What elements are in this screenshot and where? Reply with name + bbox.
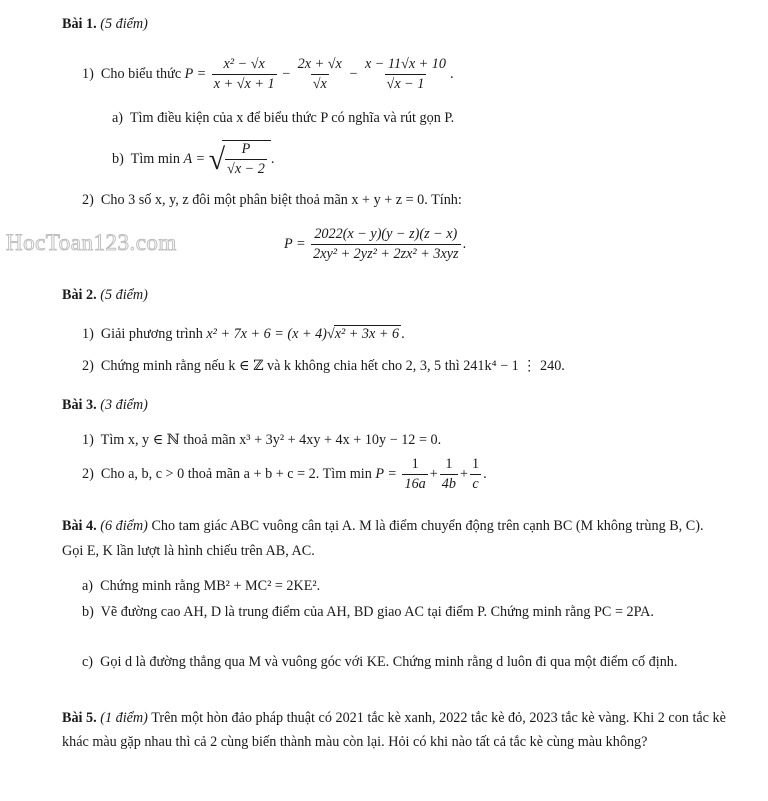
item-text: Cho 3 số x, y, z đôi một phân biệt thoả mãn x + y + z = 0. Tính: xyxy=(100,192,462,208)
item-number: 1) xyxy=(82,326,94,342)
fraction-term-2: $\frac{1}{4b}$ xyxy=(441,456,456,493)
formula-lhs: P = xyxy=(184,65,207,82)
problem-1-label: Bài 1. xyxy=(62,16,97,32)
radical-sign: √ xyxy=(208,142,226,176)
fraction-term-3: $\frac{x - 11√x + 10}{√x - 1}$ xyxy=(364,56,446,93)
period: . xyxy=(483,465,487,482)
problem-4-points: (6 điểm) xyxy=(100,518,148,534)
problem-5-label: Bài 5. xyxy=(62,710,97,726)
problem-2-heading xyxy=(62,287,148,305)
problem-3-label: Bài 3. xyxy=(62,397,97,413)
item-text: Tìm min xyxy=(130,150,180,167)
problem-4-text: Cho tam giác ABC vuông cân tại A. M là điểm chuyển động trên cạnh BC (M không trùng B, C). Gọi E, K lần lượt là hình chiếu trên AB, AC. xyxy=(62,518,704,559)
item-text: Chứng minh rằng MB² + MC² = 2KE². xyxy=(100,578,321,594)
problem-2-label: Bài 2. xyxy=(62,287,97,303)
item-text: Cho biểu thức xyxy=(100,65,182,82)
fraction-term-2: $\frac{2x + √x}{√x}$ xyxy=(297,56,342,93)
fraction-p2: $\frac{2022(x - y)(y - z)(z - x)}{\text{2xy² + 2yz² + 2zx² + 3xyz}}$ xyxy=(313,226,459,263)
problem-1-part-1 xyxy=(82,56,454,93)
item-number: 2) xyxy=(82,465,94,482)
fraction-term-1: $\frac{\text{x² − √x}}{x + √x + 1}$ xyxy=(213,56,275,93)
item-text: Tìm điều kiện của x để biểu thức P có nghĩa và rút gọn P. xyxy=(129,110,455,126)
radical-sign: √ xyxy=(326,326,335,342)
formula-p2 xyxy=(284,226,466,263)
problem-4-part-b xyxy=(82,600,722,624)
problem-5-points: (1 điểm) xyxy=(100,710,148,726)
formula-lhs: A = xyxy=(183,150,206,167)
problem-4-statement xyxy=(62,514,727,564)
item-number: b) xyxy=(112,150,124,167)
item-text: Cho a, b, c > 0 thoả mãn a + b + c = 2. Tìm min xyxy=(100,465,372,482)
problem-4-label: Bài 4. xyxy=(62,518,97,534)
problem-2-part-1 xyxy=(82,325,405,344)
plus-sign: + xyxy=(459,465,468,482)
period: . xyxy=(449,65,454,82)
problem-5-statement xyxy=(62,706,727,754)
item-number: 2) xyxy=(82,192,94,208)
item-text: Giải phương trình xyxy=(100,326,203,342)
problem-2-part-2 xyxy=(82,358,565,376)
formula-lhs: P = xyxy=(284,235,306,252)
equation-radicand: x² + 3x + 6 xyxy=(334,326,400,342)
item-text: Vẽ đường cao AH, D là trung điểm của AH, BD giao AC tại điểm P. Chứng minh rằng PC = 2PA. xyxy=(100,604,654,620)
equation-lhs: x² + 7x + 6 = (x + 4) xyxy=(206,326,327,342)
period: . xyxy=(270,150,275,167)
problem-5-text: Trên một hòn đảo pháp thuật có 2021 tắc kè xanh, 2022 tắc kè đỏ, 2023 tắc kè vàng. Khi 2 con tắc kè khác màu gặp nhau thì cả 2 cùng biến thành màu còn lại. Hỏi có khi nào tất cả tắc kè cùng màu không? xyxy=(62,710,726,751)
sqrt-fraction: $\frac{P}{√x - 2}$ xyxy=(222,140,271,178)
item-number: a) xyxy=(82,578,94,594)
problem-4-part-c xyxy=(82,650,722,674)
item-number: a) xyxy=(112,110,124,126)
item-number: 1) xyxy=(82,65,94,82)
problem-1-part-1a xyxy=(112,110,454,128)
fraction-term-3: $\frac{1}{c}$ xyxy=(471,456,480,493)
item-text: Chứng minh rằng nếu k ∈ ℤ và k không chia hết cho 2, 3, 5 thì 241k⁴ − 1 ⋮ 240. xyxy=(100,358,565,374)
problem-3-points: (3 điểm) xyxy=(100,397,148,413)
period: . xyxy=(462,235,467,252)
minus-sign: − xyxy=(349,65,358,82)
item-text: Tìm x, y ∈ ℕ thoả mãn x³ + 3y² + 4xy + 4x + 10y − 12 = 0. xyxy=(100,432,442,448)
formula-lhs: P = xyxy=(375,465,397,482)
minus-sign: − xyxy=(282,65,291,82)
item-number: 2) xyxy=(82,358,94,374)
problem-1-part-2 xyxy=(82,192,462,210)
problem-1-heading xyxy=(62,16,148,34)
problem-2-points: (5 điểm) xyxy=(100,287,148,303)
problem-3-part-1 xyxy=(82,432,441,450)
problem-1-part-1b xyxy=(112,140,274,178)
fraction-term-1: $\frac{1}{16a}$ xyxy=(404,456,426,493)
period: . xyxy=(401,326,405,342)
item-number: 1) xyxy=(82,432,94,448)
problem-3-part-2 xyxy=(82,456,487,493)
item-number: c) xyxy=(82,654,94,670)
problem-3-heading xyxy=(62,397,148,415)
watermark: HocToan123.com xyxy=(6,230,177,255)
item-number: b) xyxy=(82,604,94,620)
problem-4-part-a xyxy=(82,578,320,596)
plus-sign: + xyxy=(429,465,438,482)
item-text: Gọi d là đường thẳng qua M và vuông góc với KE. Chứng minh rằng d luôn đi qua một điểm cố định. xyxy=(100,654,678,670)
problem-1-points: (5 điểm) xyxy=(100,16,148,32)
